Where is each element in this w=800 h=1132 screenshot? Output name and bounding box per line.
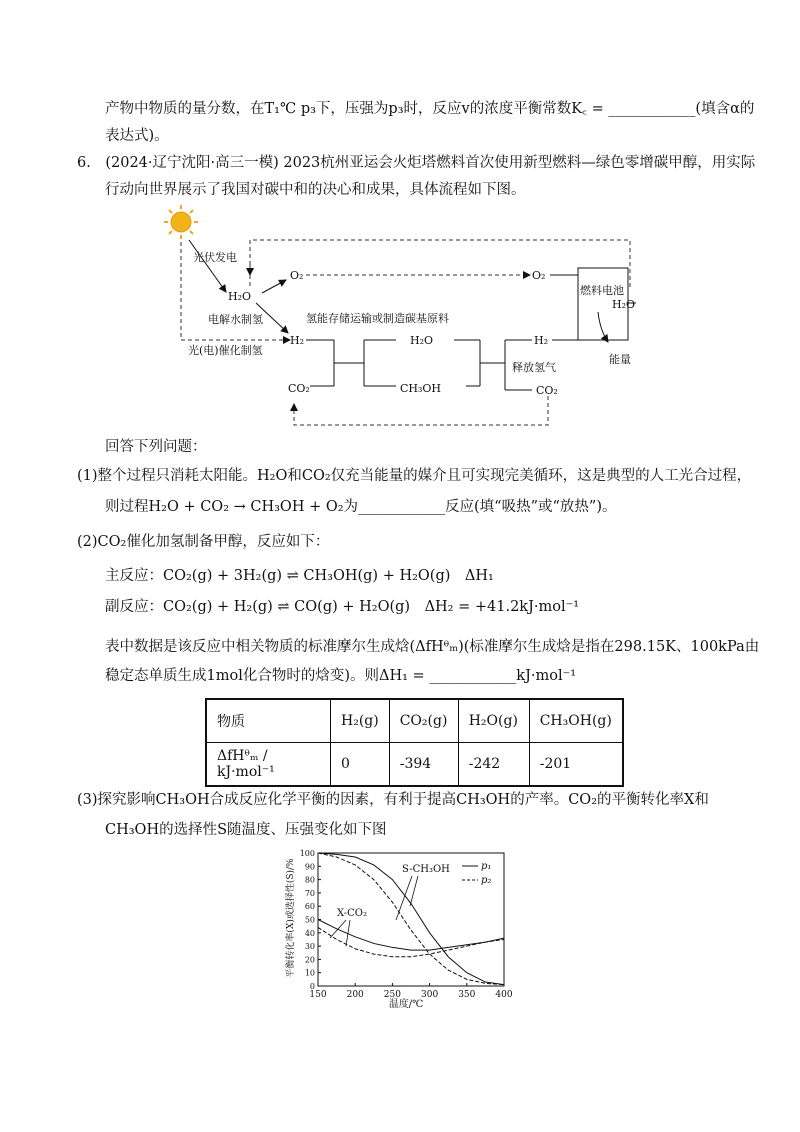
y-tick-label: 90	[304, 862, 315, 872]
x-tick-label: 400	[495, 990, 513, 1000]
label-h2o-mid: H₂O	[410, 334, 434, 347]
table-cell: -242	[458, 743, 529, 787]
part-1-line: 则过程H₂O + CO₂ → CH₃OH + O₂为____________反应(填“吸热”或“放热”)。	[105, 499, 617, 515]
side-reaction: 副反应：CO₂(g) + H₂(g) ⇌ CO(g) + H₂O(g) ΔH₂ = +41.2kJ·mol⁻¹	[105, 599, 580, 615]
table-header-cell: H₂(g)	[331, 699, 390, 743]
label-pv: 光伏发电	[193, 251, 237, 264]
text-line: 表达式)。	[105, 128, 169, 144]
y-tick-label: 20	[304, 955, 315, 965]
y-tick-label: 10	[304, 968, 315, 978]
table-cell: -201	[529, 743, 623, 787]
y-tick-label: 60	[304, 902, 315, 912]
y-tick-label: 100	[299, 849, 315, 858]
y-tick-label: 70	[304, 888, 315, 898]
part-2-line: 表中数据是该反应中相关物质的标准摩尔生成焓(ΔfHᶿₘ)(标准摩尔生成焓是指在298.15K、100kPa由	[105, 639, 760, 655]
x-tick-label: 250	[383, 990, 401, 1000]
annotation-pointer	[410, 876, 418, 906]
y-tick-label: 40	[304, 928, 315, 938]
part-3-line: CH₃OH的选择性S随温度、压强变化如下图	[105, 822, 387, 838]
label-h2o-right: H₂O	[612, 298, 636, 311]
label-electrolysis: 电解水制氢	[208, 313, 263, 326]
x-tick-label: 150	[309, 990, 327, 1000]
part-3-line: (3)探究影响CH₃OH合成反应化学平衡的因素，有利于提高CH₃OH的产率。CO₂的平衡转化率X和	[77, 792, 709, 808]
legend-label-p1: p₁	[481, 861, 492, 872]
label-h2-left: H₂	[290, 334, 305, 347]
series-line	[318, 927, 504, 956]
label-storage: 氢能存储运输或制造碳基原料	[306, 312, 449, 325]
y-tick-label: 50	[304, 915, 315, 925]
label-co2-left: CO₂	[288, 382, 310, 395]
question-6-intro-cont: 行动向世界展示了我国对碳中和的决心和成果，具体流程如下图。	[105, 182, 526, 198]
label-ch3oh: CH₃OH	[400, 382, 442, 395]
table-cell: -394	[389, 743, 458, 787]
label-h2-right: H₂	[534, 334, 549, 347]
part-2-line: 稳定态单质生成1mol化合物时的焓变)。则ΔH₁ = ____________kJ·mol⁻¹	[105, 668, 577, 684]
legend-label-p2: p₂	[481, 875, 492, 886]
table-header-cell: CH₃OH(g)	[529, 699, 623, 743]
y-tick-label: 0	[309, 982, 315, 991]
y-tick-label: 30	[304, 942, 315, 952]
x-tick-label: 350	[458, 990, 476, 1000]
main-reaction: 主反应：CO₂(g) + 3H₂(g) ⇌ CH₃OH(g) + H₂O(g) ΔH₁	[105, 568, 494, 584]
x-tick-label: 200	[346, 990, 364, 1000]
annotation-pointer	[330, 920, 346, 938]
table-cell: ΔfHᶿₘ / kJ·mol⁻¹	[206, 743, 331, 787]
part-2-line: (2)CO₂催化加氢制备甲醇，反应如下：	[77, 534, 330, 550]
x-axis-label: 温度/℃	[388, 999, 424, 1010]
question-6-intro: 6. (2024·辽宁沈阳·高三一模) 2023杭州亚运会火炬塔燃料首次使用新型燃料—绿色零增碳甲醇，用实际	[77, 155, 756, 171]
y-tick-label: 80	[304, 875, 315, 885]
x-tick-label: 300	[421, 990, 439, 1000]
answer-intro: 回答下列问题：	[105, 439, 207, 455]
label-h2o: H₂O	[228, 290, 252, 303]
label-release: 释放氢气	[512, 361, 556, 374]
annotation-pointer	[396, 876, 412, 920]
label-energy: 能量	[609, 353, 631, 366]
annotation-s-ch3oh: S-CH₃OH	[402, 864, 450, 875]
part-1-line: (1)整个过程只消耗太阳能。H₂O和CO₂仅充当能量的媒介且可实现完美循环，这是典型的人工光合过程，	[77, 468, 752, 484]
label-photocatalysis: 光(电)催化制氢	[188, 344, 263, 357]
table-header-cell: H₂O(g)	[458, 699, 529, 743]
text-line: 产物中物质的量分数，在T₁℃ p₃下，压强为p₃时，反应ⅴ的浓度平衡常数K꜀ = ____________(填含α的	[105, 101, 755, 117]
table-header-cell: 物质	[206, 699, 331, 743]
label-co2-right: CO₂	[536, 384, 558, 397]
label-fuelcell: 燃料电池	[580, 284, 624, 297]
label-o2-left: O₂	[290, 269, 304, 282]
table-header-cell: CO₂(g)	[389, 699, 458, 743]
table-cell: 0	[331, 743, 390, 787]
label-o2-right: O₂	[532, 269, 546, 282]
annotation-x-co2: X-CO₂	[337, 908, 367, 919]
y-axis-label: 平衡转化率(X)或选择性(S)/%	[286, 858, 296, 978]
